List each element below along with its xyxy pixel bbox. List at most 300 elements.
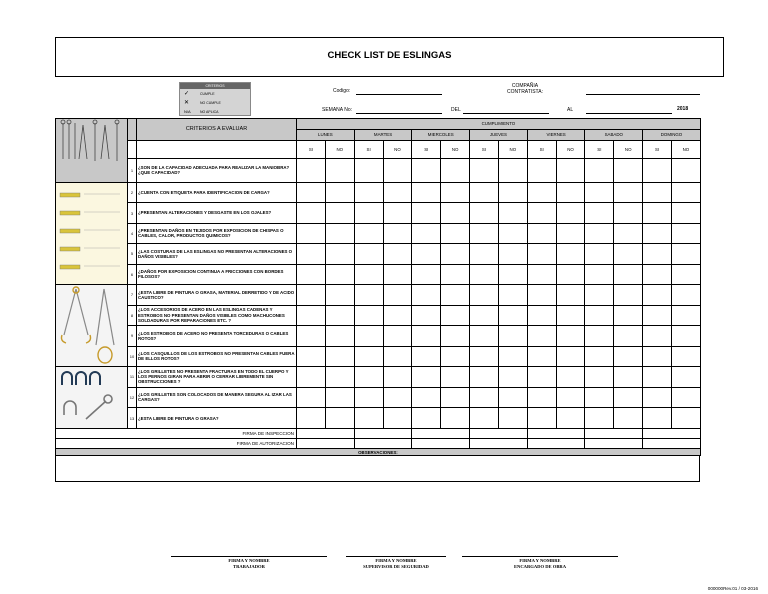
criteria-legend [179,82,251,116]
si-checkbox[interactable] [412,367,441,388]
si-checkbox[interactable] [470,326,499,347]
no-checkbox[interactable] [556,305,585,326]
criterios-header: CRITERIOS A EVALUAR [137,119,297,141]
no-checkbox[interactable] [614,244,643,264]
signature-line1: FIRMA Y NOMBRE [375,558,417,563]
no-checkbox[interactable] [614,408,643,429]
no-checkbox[interactable] [383,244,412,264]
no-checkbox[interactable] [671,367,700,388]
si-checkbox[interactable] [527,264,556,284]
legend-row-no-aplica [180,107,250,116]
legend-label: NO APLICA [200,109,219,114]
criterion-text: ¿PRESENTAN ALTERACIONES Y DESGASTE EN LOS OJALES? [137,203,297,223]
no-checkbox[interactable] [383,183,412,203]
no-checkbox[interactable] [671,203,700,223]
si-checkbox[interactable] [527,158,556,182]
row-number: 12 [128,387,137,408]
si-checkbox[interactable] [585,285,614,306]
si-checkbox[interactable] [527,346,556,367]
si-checkbox[interactable] [643,367,672,388]
no-checkbox[interactable] [671,326,700,347]
si-checkbox[interactable] [354,264,383,284]
no-checkbox[interactable] [441,264,470,284]
si-checkbox[interactable] [585,183,614,203]
shackle-images-panel [56,367,128,429]
si-checkbox[interactable] [412,264,441,284]
si-checkbox[interactable] [470,346,499,367]
no-checkbox[interactable] [556,285,585,306]
criterion-text: ¿SON DE LA CAPACIDAD ADECUADA PARA REALIZAR LA MANIOBRA? ¿QUE CAPACIDAD? [137,158,297,182]
si-checkbox[interactable] [354,223,383,243]
table-row [56,367,701,388]
no-checkbox[interactable] [671,244,700,264]
legend-label: CUMPLE [200,91,215,96]
si-header: SI [297,140,326,158]
no-header: NO [383,140,412,158]
no-checkbox[interactable] [441,223,470,243]
criterion-text: ¿DAÑOS POR EXPOSICION CONTINUA A FRICCIONES CON BORDES FILOSOS? [137,264,297,284]
no-checkbox[interactable] [556,223,585,243]
si-checkbox[interactable] [585,223,614,243]
no-checkbox[interactable] [441,305,470,326]
signature-cell[interactable] [412,429,470,439]
si-checkbox[interactable] [470,158,499,182]
si-checkbox[interactable] [643,326,672,347]
compania-label: COMPAÑIA CONTRATISTA: [507,83,543,95]
no-header: NO [441,140,470,158]
signature-cell[interactable] [643,439,701,449]
al-label: AL [567,107,574,113]
no-checkbox[interactable] [556,203,585,223]
no-checkbox[interactable] [614,387,643,408]
row-number: 1 [128,158,137,182]
no-checkbox[interactable] [614,346,643,367]
legend-label: NO CUMPLE [200,100,221,105]
si-checkbox[interactable] [643,223,672,243]
si-checkbox[interactable] [412,326,441,347]
no-checkbox[interactable] [498,387,527,408]
si-checkbox[interactable] [412,305,441,326]
signature-line1: FIRMA Y NOMBRE [519,558,561,563]
no-checkbox[interactable] [383,203,412,223]
si-checkbox[interactable] [527,326,556,347]
cross-icon: ✕ [184,100,190,106]
no-checkbox[interactable] [441,408,470,429]
si-checkbox[interactable] [412,203,441,223]
si-checkbox[interactable] [297,223,326,243]
semana-field[interactable] [356,113,442,114]
si-checkbox[interactable] [527,408,556,429]
row-number: 4 [128,223,137,243]
table-row [56,305,701,326]
no-checkbox[interactable] [383,158,412,182]
no-checkbox[interactable] [671,408,700,429]
no-checkbox[interactable] [498,367,527,388]
si-checkbox[interactable] [412,387,441,408]
no-checkbox[interactable] [383,223,412,243]
si-checkbox[interactable] [527,285,556,306]
no-checkbox[interactable] [498,223,527,243]
si-checkbox[interactable] [585,408,614,429]
si-checkbox[interactable] [354,387,383,408]
no-checkbox[interactable] [325,346,354,367]
no-checkbox[interactable] [671,387,700,408]
signature-cell[interactable] [585,439,643,449]
row-number: 2 [128,183,137,203]
no-checkbox[interactable] [441,387,470,408]
page-title: CHECK LIST DE ESLINGAS [327,50,452,61]
no-checkbox[interactable] [441,183,470,203]
si-checkbox[interactable] [297,326,326,347]
no-checkbox[interactable] [614,158,643,182]
no-checkbox[interactable] [383,346,412,367]
wire-rope-icon [56,285,126,365]
no-header: NO [325,140,354,158]
firma-label: FIRMA DE INSPECCION [56,429,297,439]
del-field[interactable] [463,113,549,114]
checklist-table [55,118,701,456]
no-checkbox[interactable] [498,244,527,264]
si-checkbox[interactable] [527,244,556,264]
si-checkbox[interactable] [354,203,383,223]
semana-label: SEMANA No: [322,107,353,113]
day-header: VIERNES [527,129,585,140]
si-checkbox[interactable] [585,326,614,347]
si-checkbox[interactable] [643,183,672,203]
signature-cell[interactable] [643,429,701,439]
table-row [56,158,701,182]
day-header: MIERCOLES [412,129,470,140]
header-row-si-no [56,140,701,158]
signature-cell[interactable] [527,429,585,439]
table-row [56,264,701,284]
no-checkbox[interactable] [325,244,354,264]
row-number: 7 [128,285,137,306]
row-number: 6 [128,264,137,284]
signature-supervisor [346,556,446,569]
si-checkbox[interactable] [527,203,556,223]
signature-cell[interactable] [585,429,643,439]
no-checkbox[interactable] [556,387,585,408]
signature-cell[interactable] [354,439,412,449]
no-checkbox[interactable] [556,158,585,182]
no-checkbox[interactable] [671,158,700,182]
criterion-text: ¿CUENTA CON ETIQUETA PARA IDENTIFICACION DE CARGA? [137,183,297,203]
table-row [56,244,701,264]
wire-rope-images-panel [56,285,128,367]
no-checkbox[interactable] [614,367,643,388]
si-checkbox[interactable] [470,244,499,264]
si-checkbox[interactable] [585,346,614,367]
si-checkbox[interactable] [297,387,326,408]
no-header: NO [671,140,700,158]
no-checkbox[interactable] [671,305,700,326]
si-checkbox[interactable] [643,408,672,429]
firma-inspeccion-row [56,429,701,439]
si-checkbox[interactable] [470,305,499,326]
signature-cell[interactable] [354,429,412,439]
si-checkbox[interactable] [643,346,672,367]
no-checkbox[interactable] [556,367,585,388]
signature-cell[interactable] [470,439,528,449]
si-checkbox[interactable] [354,367,383,388]
si-checkbox[interactable] [585,244,614,264]
si-checkbox[interactable] [643,264,672,284]
si-checkbox[interactable] [470,285,499,306]
si-checkbox[interactable] [470,203,499,223]
no-checkbox[interactable] [498,158,527,182]
row-number: 5 [128,244,137,264]
si-checkbox[interactable] [470,264,499,284]
no-checkbox[interactable] [498,346,527,367]
si-checkbox[interactable] [354,285,383,306]
no-checkbox[interactable] [383,408,412,429]
no-checkbox[interactable] [614,183,643,203]
signature-trabajador [171,556,327,569]
no-checkbox[interactable] [325,305,354,326]
day-header: SABADO [585,129,643,140]
no-checkbox[interactable] [498,408,527,429]
signature-cell[interactable] [412,439,470,449]
no-checkbox[interactable] [556,244,585,264]
webbing-images-panel [56,183,128,285]
blank-cell [137,140,297,158]
codigo-label: Codigo: [333,88,351,94]
si-checkbox[interactable] [643,244,672,264]
si-checkbox[interactable] [412,285,441,306]
legend-row-no-cumple [180,98,250,107]
si-checkbox[interactable] [527,183,556,203]
no-checkbox[interactable] [498,326,527,347]
si-checkbox[interactable] [297,285,326,306]
si-checkbox[interactable] [297,346,326,367]
no-checkbox[interactable] [325,285,354,306]
no-checkbox[interactable] [325,223,354,243]
si-checkbox[interactable] [412,223,441,243]
si-checkbox[interactable] [297,183,326,203]
no-checkbox[interactable] [441,367,470,388]
signature-cell[interactable] [527,439,585,449]
no-checkbox[interactable] [498,203,527,223]
si-checkbox[interactable] [354,244,383,264]
si-checkbox[interactable] [527,305,556,326]
si-checkbox[interactable] [297,367,326,388]
si-checkbox[interactable] [470,223,499,243]
no-checkbox[interactable] [671,346,700,367]
si-checkbox[interactable] [354,305,383,326]
row-number: 13 [128,408,137,429]
table-row [56,203,701,223]
table-row [56,346,701,367]
blank-cell [128,140,137,158]
no-checkbox[interactable] [498,183,527,203]
no-checkbox[interactable] [441,203,470,223]
del-label: DEL [451,107,461,113]
no-checkbox[interactable] [671,183,700,203]
no-checkbox[interactable] [383,326,412,347]
day-header: DOMINGO [643,129,701,140]
legend-header: CRITERIOS [180,83,250,89]
row-number: 11 [128,367,137,388]
si-header: SI [470,140,499,158]
no-checkbox[interactable] [671,285,700,306]
table-row [56,408,701,429]
no-checkbox[interactable] [383,367,412,388]
si-checkbox[interactable] [527,367,556,388]
no-header: NO [498,140,527,158]
criterion-text: ¿PRESENTAN DAÑOS EN TEJIDOS POR EXPOSICION DE CHISPAS O CABLES, CALOR, PRODUCTOS QUIMICOS? [137,223,297,243]
si-checkbox[interactable] [412,408,441,429]
criterion-text: ¿ESTA LIBRE DE PINTURA O GRASA, MATERIAL DERRETIDO Y DE ACIDO CAUSTICO? [137,285,297,306]
si-checkbox[interactable] [527,387,556,408]
si-checkbox[interactable] [527,223,556,243]
no-checkbox[interactable] [441,158,470,182]
si-checkbox[interactable] [297,244,326,264]
compania-field[interactable] [586,94,700,95]
no-checkbox[interactable] [325,264,354,284]
no-checkbox[interactable] [614,264,643,284]
si-checkbox[interactable] [354,408,383,429]
si-checkbox[interactable] [643,158,672,182]
si-checkbox[interactable] [585,264,614,284]
si-checkbox[interactable] [643,285,672,306]
si-checkbox[interactable] [470,387,499,408]
firma-autorizacion-row [56,439,701,449]
criterion-text: ¿LOS GRILLETES NO PRESENTA FRACTURAS EN TODO EL CUERPO Y LOS PERNOS GIRAN PARA ABRIR O CERRAR LIBREMENTE SIN OBSTRUCCIONES ? [137,367,297,388]
signature-cell[interactable] [297,429,355,439]
row-number: 10 [128,346,137,367]
si-checkbox[interactable] [470,408,499,429]
si-checkbox[interactable] [585,387,614,408]
year-label: 2018 [677,106,689,112]
si-checkbox[interactable] [354,326,383,347]
si-checkbox[interactable] [297,203,326,223]
no-checkbox[interactable] [614,326,643,347]
legend-row-cumple [180,89,250,98]
no-checkbox[interactable] [325,387,354,408]
no-header: NO [556,140,585,158]
si-checkbox[interactable] [354,158,383,182]
no-checkbox[interactable] [498,264,527,284]
si-checkbox[interactable] [412,158,441,182]
si-checkbox[interactable] [643,203,672,223]
criterion-text: ¿LOS ESTROBOS DE ACERO NO PRESENTA TORCEDURAS O CABLES ROTOS? [137,326,297,347]
si-checkbox[interactable] [354,346,383,367]
signature-cell[interactable] [470,429,528,439]
si-header: SI [643,140,672,158]
no-checkbox[interactable] [325,158,354,182]
table-row [56,223,701,243]
codigo-field[interactable] [356,94,442,95]
no-checkbox[interactable] [556,346,585,367]
si-checkbox[interactable] [412,244,441,264]
no-checkbox[interactable] [614,285,643,306]
si-checkbox[interactable] [297,158,326,182]
row-number: 8 [128,305,137,326]
observaciones-area[interactable] [55,456,700,482]
header-row-cumplimiento [56,119,701,130]
signature-role: TRABAJADOR [233,563,265,569]
no-checkbox[interactable] [325,408,354,429]
si-checkbox[interactable] [297,264,326,284]
webbing-sling-icon [56,183,126,283]
signature-encargado [462,556,618,569]
si-checkbox[interactable] [470,183,499,203]
al-field[interactable] [586,113,672,114]
day-header: LUNES [297,129,355,140]
no-checkbox[interactable] [498,285,527,306]
criterion-text: ¿LOS CASQUILLOS DE LOS ESTROBOS NO PRESENTAN CABLES FUERA DE ELLOS ROTOS? [137,346,297,367]
sling-images-panel [56,119,128,183]
si-header: SI [412,140,441,158]
no-checkbox[interactable] [325,367,354,388]
si-header: SI [585,140,614,158]
no-checkbox[interactable] [556,183,585,203]
no-checkbox[interactable] [614,203,643,223]
si-header: SI [527,140,556,158]
observaciones-header: OBSERVACIONES: [56,449,701,456]
sling-icon [57,119,127,181]
no-checkbox[interactable] [671,223,700,243]
si-checkbox[interactable] [470,367,499,388]
si-checkbox[interactable] [643,387,672,408]
criterion-text: ¿LAS COSTURAS DE LAS ESLINGAS NO PRESENTAN ALTERACIONES O DAÑOS VISIBLES? [137,244,297,264]
table-row [56,285,701,306]
si-checkbox[interactable] [412,183,441,203]
si-checkbox[interactable] [585,158,614,182]
cumplimiento-header: CUMPLIMIENTO [297,119,701,130]
si-checkbox[interactable] [412,346,441,367]
no-checkbox[interactable] [383,305,412,326]
no-checkbox[interactable] [441,244,470,264]
criterion-text: ¿LOS ACCESORIOS DE ACERO EN LAS ESLINGAS CADENAS Y ESTROBOS NO PRESENTAN DAÑOS VISIBLES COMO MACHUCONES SOLDADURAS POR REPARACIONES ETC. ? [137,305,297,326]
no-checkbox[interactable] [671,264,700,284]
no-checkbox[interactable] [383,285,412,306]
no-checkbox[interactable] [325,183,354,203]
no-checkbox[interactable] [556,264,585,284]
signature-cell[interactable] [297,439,355,449]
no-checkbox[interactable] [441,285,470,306]
si-header: SI [354,140,383,158]
no-checkbox[interactable] [441,346,470,367]
si-checkbox[interactable] [585,203,614,223]
no-checkbox[interactable] [383,264,412,284]
si-checkbox[interactable] [297,305,326,326]
criterion-text: ¿ESTA LIBRE DE PINTURA O GRASA? [137,408,297,429]
signature-line1: FIRMA Y NOMBRE [228,558,270,563]
si-checkbox[interactable] [585,367,614,388]
no-checkbox[interactable] [383,387,412,408]
si-checkbox[interactable] [585,305,614,326]
row-number: 3 [128,203,137,223]
no-checkbox[interactable] [498,305,527,326]
no-checkbox[interactable] [556,408,585,429]
no-checkbox[interactable] [556,326,585,347]
no-checkbox[interactable] [325,203,354,223]
no-checkbox[interactable] [614,305,643,326]
signature-role: ENCARGADO DE OBRA [513,563,567,569]
day-header: MARTES [354,129,412,140]
no-checkbox[interactable] [325,326,354,347]
si-checkbox[interactable] [354,183,383,203]
si-checkbox[interactable] [297,408,326,429]
number-header [128,119,137,141]
no-header: NO [614,140,643,158]
signature-role: SUPERVISOR DE SEGURIDAD [363,563,429,569]
no-checkbox[interactable] [441,326,470,347]
no-checkbox[interactable] [614,223,643,243]
si-checkbox[interactable] [643,305,672,326]
